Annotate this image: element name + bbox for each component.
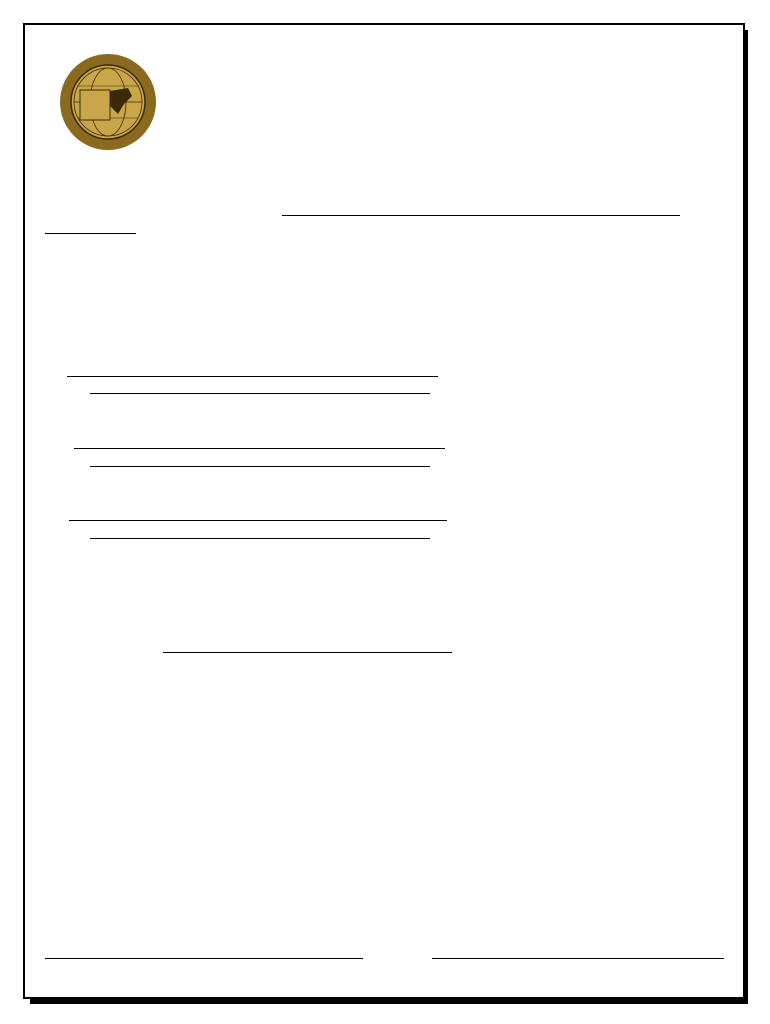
maryland-dhmh-seal [58,52,158,152]
page-border [23,23,745,999]
page-border-shadow-bottom [30,999,748,1004]
page-border-shadow-right [743,30,748,1004]
date-time-underline [90,538,430,539]
facility-line-continued[interactable] [45,233,136,234]
printed-name-underline [90,393,430,394]
signature-line-left[interactable] [45,958,363,959]
facility-line[interactable] [282,215,680,216]
address-line[interactable] [74,448,445,449]
examined-name-line[interactable] [163,652,452,653]
date-time-line[interactable] [69,520,447,521]
printed-name-line[interactable] [67,376,438,377]
address-underline [90,466,430,467]
signature-line-right[interactable] [432,958,724,959]
